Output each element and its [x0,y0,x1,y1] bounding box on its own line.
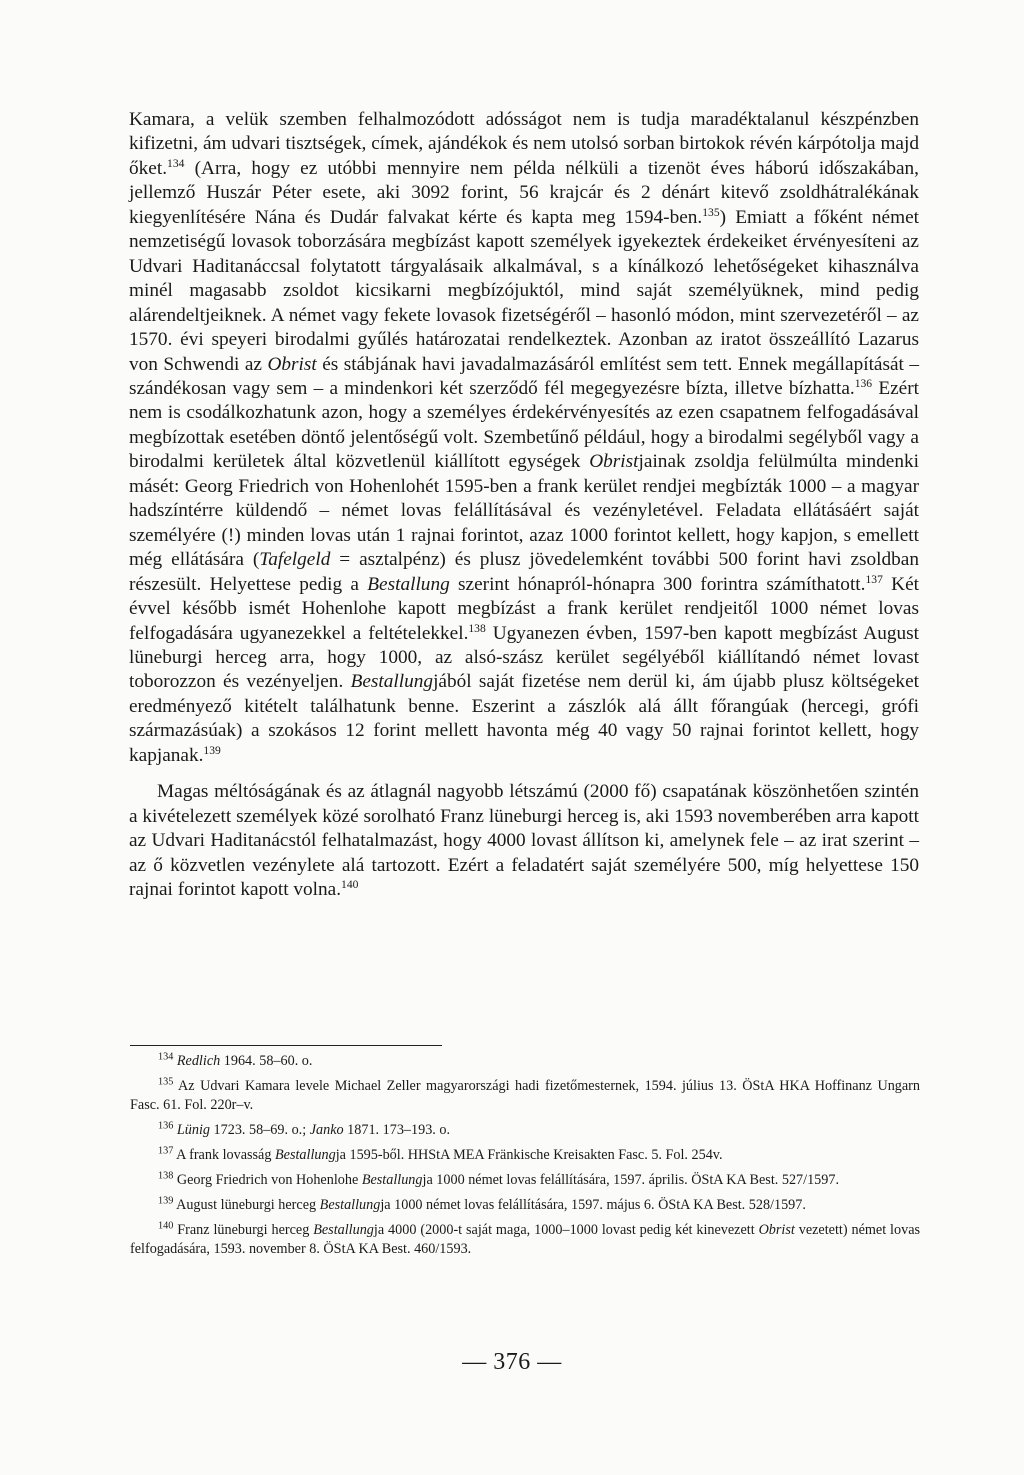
text-run: Két évvel később ismét Hohenlohe kapott megbízást a frank kerület rendjeitől 1000 német lovas felfogadására ugyanezekkel a feltételekkel. [129,573,919,644]
footnote-text: Franz lüneburgi herceg [177,1222,314,1238]
footnote-139 [130,1196,920,1215]
italic-term: Obrist [589,451,639,473]
text-run: jából saját fizetése nem derül ki, ám újabb plusz költségeket eredményező kitételt találhatunk benne. Eszerint a zászlók alá állt főrangúak (hercegi, grófi származásúak) a szokásos 12 forint mellett havonta még 40 vagy 50 rajnai forintot kellett, hogy kapjanak. [129,671,919,766]
italic-term: Lünig [176,1122,210,1138]
text-run: Ezért nem is csodálkozhatunk azon, hogy a személyes érdekérvényesítés az ezen csapatnem felfogadásával megbízottak esetében döntő jelentőségű volt. Szembetűnő például, hogy a birodalmi segélyből vagy a birodalmi kerületek által közvetlenül kiállított egységek [129,377,919,473]
footnote-text: ja 4000 (2000-t saját maga, 1000–1000 lovast pedig két kinevezett [373,1222,759,1238]
footnotes [130,1052,920,1265]
footnote-ref-136: 136 [854,376,873,390]
text-run: = asztalpénz) és plusz jövedelemként további 500 forint havi zsoldban részesült. Helyettese pedig a [129,549,919,595]
paragraph-2 [129,780,919,902]
footnote-134 [130,1052,920,1071]
italic-term: Redlich [176,1053,221,1069]
main-text [129,108,919,903]
footnote-ref-139: 139 [203,743,221,757]
page-number: — 376 — [462,1349,562,1375]
footnote-text: ja 1000 német lovas felállítására, 1597. április. ÖStA KA Best. 527/1597. [422,1172,840,1188]
footnote-text: vezetett) német lovas felfogadására, 1593. november 8. ÖStA KA Best. 460/1593. [130,1222,921,1257]
footnote-text: August lüneburgi herceg [176,1197,320,1213]
footnote-number: 134 [158,1051,174,1063]
footnote-number: 139 [158,1195,174,1207]
footnote-text: ja 1000 német lovas felállítására, 1597. május 6. ÖStA KA Best. 528/1597. [380,1197,806,1213]
footnote-divider [130,1045,442,1046]
italic-term: Janko [309,1122,344,1138]
footnote-ref-137: 137 [865,572,883,586]
text-run: (Arra, hogy ez utóbbi mennyire nem példa nélküli a tizenöt éves háború időszakában, jellemző Huszár Péter esete, aki 3092 forint, 56 krajcár és 2 dénárt kitevő zsoldhátralékának kiegyenlítésére Nána és Dudár falvakat kérte és kapta meg 1594-ben. [129,157,919,228]
footnote-text: Georg Friedrich von Hohenlohe [176,1172,362,1188]
italic-term: Bestallung [361,1172,423,1188]
footnote-140 [130,1221,920,1259]
text-run: és stábjának havi javadalmazásáról említést sem tett. Ennek megállapítását – szándékosan vagy sem – a mindenkori két szerződő fél megegyezésre bízta, illetve bízhatta. [129,353,919,399]
footnote-138 [130,1171,920,1190]
italic-term: Bestallung [367,573,450,595]
footnote-text: A frank lovasság [176,1147,275,1163]
footnote-number: 137 [158,1145,174,1157]
text-run: szerint hónapról-hónapra 300 forintra számíthatott. [449,573,866,595]
italic-term: Bestallung [275,1147,336,1163]
footnote-ref-135: 135 [702,205,720,219]
text-run: Magas méltóságának és az átlagnál nagyobb létszámú (2000 fő) csapatának köszönhetően szintén a kivételezett személyek közé sorolható Franz lüneburgi herceg is, aki 1593 novemberében arra kapott az Udvari Haditanácstól felhatalmazást, hogy 4000 lovast állítson ki, amelynek fele – az irat szerint – az ő közvetlen vezénylete alá tartozott. Ezért a feladatért saját személyére 500, míg helyettese 150 rajnai forintot kapott volna. [129,781,919,901]
footnote-number: 136 [158,1120,174,1132]
footnote-137 [130,1146,920,1165]
footnote-ref-138: 138 [468,621,486,635]
footnote-text: Az Udvari Kamara levele Michael Zeller magyarországi hadi fizetőmesternek, 1594. július 13. ÖStA HKA Hoffinanz Ungarn Fasc. 61. Fol. 220r–v. [130,1078,920,1113]
footnote-number: 140 [158,1220,174,1232]
footnote-text: 1871. 173–193. o. [343,1122,451,1138]
text-run: ) Emiatt a főként német nemzetiségű lovasok toborzására megbízást kapott személyek igyekeztek érdekeiket érvényesíteni az Udvari Haditanáccsal folytatott tárgyalásaik alkalmával, s a kínálkozó lehetőségeket kihasználva minél magasabb zsoldot kicsikarni megbízójuktól, mind saját személyüknek, mind pedig alárendeltjeiknek. A német vagy fekete lovasok fizetségéről – hasonló módon, mint szervezetéről – az 1570. évi speyeri birodalmi gyűlés határozatai rendelkeztek. Azonban az iratot összeállító Lazarus von Schwendi az [129,206,919,375]
footnote-number: 135 [158,1076,174,1088]
text-run: Kamara, a velük szemben felhalmozódott adósságot nem is tudja maradéktalanul készpénzben kifizetni, ám udvari tisztségek, címek, ajándékok és nem utolsó sorban birtokok révén kárpótolja majd őket. [129,109,919,179]
footnote-number: 138 [158,1170,174,1182]
footnote-ref-140: 140 [341,877,359,891]
italic-term: Bestallung [350,671,434,693]
footnote-text: 1723. 58–69. o.; [210,1122,310,1138]
italic-term: Bestallung [319,1197,381,1213]
italic-term: Bestallung [313,1222,374,1238]
text-run: jainak zsoldja felülmúlta mindenki másét: Georg Friedrich von Hohenlohét 1595-ben a frank kerület rendjei megbízták 1000 – a magyar hadszíntérre küldendő – német lovas felállításával és vezényletével. Feladata ellátásáért saját személyére (!) minden lovas után 1 rajnai forintot, azaz 1000 forintot kellett, hogy kapjon, s emellett még ellátására ( [129,451,919,571]
footnote-135 [130,1077,920,1115]
italic-term: Obrist [267,353,317,375]
footnote-ref-134: 134 [167,156,185,170]
italic-term: Obrist [758,1222,795,1238]
paragraph-1 [129,108,919,768]
italic-term: Tafelgeld [259,549,331,571]
footnote-text: 1964. 58–60. o. [220,1053,313,1069]
footnote-136 [130,1121,920,1140]
text-run: Ugyanezen évben, 1597-ben kapott megbízást August lüneburgi herceg arra, hogy 1000, az alsó-szász kerület segélyéből kiállítandó német lovast toborozzon és vezényeljen. [129,622,919,693]
footnote-text: ja 1595-ből. HHStA MEA Fränkische Kreisakten Fasc. 5. Fol. 254v. [335,1147,723,1163]
